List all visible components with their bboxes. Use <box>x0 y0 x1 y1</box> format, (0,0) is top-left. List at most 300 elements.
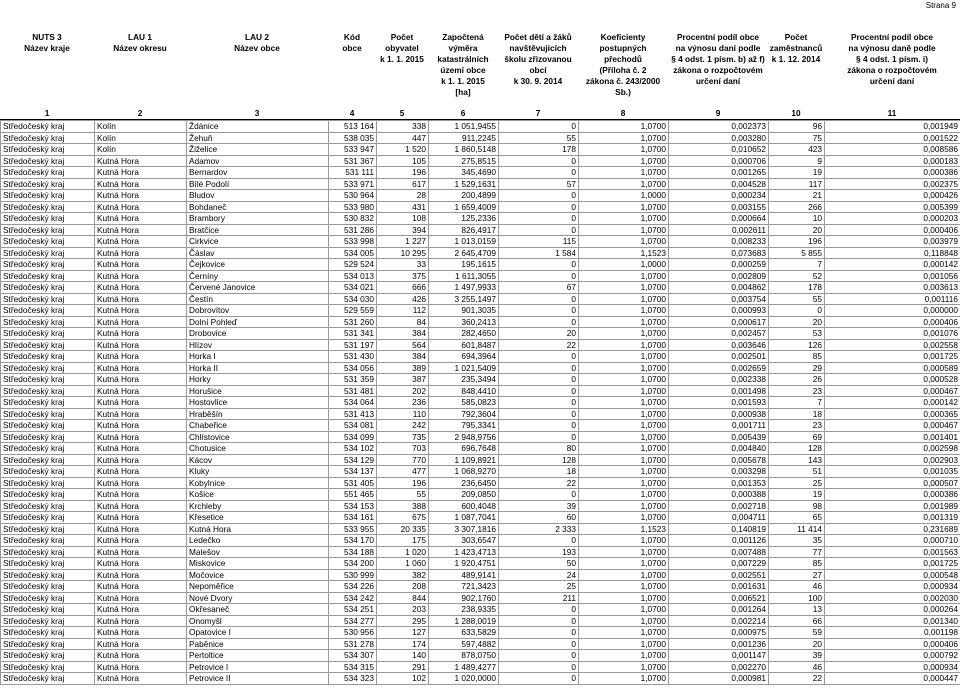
table-cell: Kolín <box>95 132 187 144</box>
table-cell: 0,002718 <box>669 500 769 512</box>
column-header-line: zákona o rozpočtovém <box>673 65 763 75</box>
table-cell: Středočeský kraj <box>1 293 95 305</box>
table-cell: 23 <box>769 420 825 432</box>
table-cell: 1 659,4009 <box>429 201 499 213</box>
table-cell: Kutná Hora <box>95 512 187 524</box>
table-cell: 1,0700 <box>579 627 669 639</box>
table-cell: 0,002501 <box>669 351 769 363</box>
column-header-4 <box>328 32 376 98</box>
table-cell: 0,005439 <box>669 431 769 443</box>
table-cell: 0 <box>499 305 579 317</box>
table-cell: 235,3494 <box>429 374 499 386</box>
table-cell: Středočeský kraj <box>1 167 95 179</box>
table-cell: Bohdaneč <box>187 201 329 213</box>
table-cell: 84 <box>377 316 429 328</box>
table-cell: 1,0700 <box>579 121 669 133</box>
table-cell: 0,005678 <box>669 454 769 466</box>
table-cell: 0,008233 <box>669 236 769 248</box>
table-cell: 1,0700 <box>579 581 669 593</box>
table-cell: Středočeský kraj <box>1 604 95 616</box>
table-cell: 175 <box>377 535 429 547</box>
column-header-3 <box>186 32 328 98</box>
table-cell: 0,002214 <box>669 615 769 627</box>
table-cell: 1,0700 <box>579 443 669 455</box>
table-cell: 1,0700 <box>579 661 669 673</box>
table-cell: 0,000993 <box>669 305 769 317</box>
table-cell: 57 <box>499 178 579 190</box>
table-cell: 601,8487 <box>429 339 499 351</box>
table-cell: 46 <box>769 661 825 673</box>
column-header-line: zákona o rozpočtovém <box>847 65 937 75</box>
table-cell: Středočeský kraj <box>1 270 95 282</box>
table-cell: 0,002598 <box>825 443 960 455</box>
table-cell: 597,4882 <box>429 638 499 650</box>
table-cell: 0,001035 <box>825 466 960 478</box>
table-cell: Středočeský kraj <box>1 282 95 294</box>
table-cell: Středočeský kraj <box>1 569 95 581</box>
table-cell: 1,1523 <box>579 247 669 259</box>
column-header-10 <box>768 32 824 98</box>
table-cell: 531 413 <box>329 408 377 420</box>
table-row <box>1 282 960 294</box>
table-cell: 533 947 <box>329 144 377 156</box>
table-cell: 0,231689 <box>825 523 960 535</box>
column-header-line: § 4 odst. 1 písm. i) <box>856 54 928 64</box>
table-row <box>1 650 960 662</box>
table-cell: 0,001116 <box>825 293 960 305</box>
table-cell: 696,7648 <box>429 443 499 455</box>
table-cell: Pertoltice <box>187 650 329 662</box>
table-cell: Kutná Hora <box>187 523 329 535</box>
table-cell: 1,0700 <box>579 201 669 213</box>
table-cell: 39 <box>499 500 579 512</box>
table-cell: 1,0700 <box>579 489 669 501</box>
table-row <box>1 661 960 673</box>
table-cell: 0,003754 <box>669 293 769 305</box>
column-header-line: školu zřizovanou <box>504 54 572 64</box>
table-cell: 0,002373 <box>669 121 769 133</box>
column-header-line: LAU 2 <box>245 32 269 42</box>
table-cell: 1,0700 <box>579 569 669 581</box>
table-cell: 1,0700 <box>579 673 669 685</box>
table-cell: Kluky <box>187 466 329 478</box>
column-header-line: k 1. 12. 2014 <box>771 54 821 64</box>
table-cell: 10 295 <box>377 247 429 259</box>
table-cell: 534 021 <box>329 282 377 294</box>
table-cell: Středočeský kraj <box>1 454 95 466</box>
column-header-line: postupných <box>599 43 647 53</box>
table-cell: Kutná Hora <box>95 339 187 351</box>
column-header-line: přechodů <box>604 54 642 64</box>
table-cell: Kutná Hora <box>95 558 187 570</box>
table-row <box>1 408 960 420</box>
table-cell: 1,0700 <box>579 270 669 282</box>
table-row <box>1 270 960 282</box>
table-cell: Středočeský kraj <box>1 201 95 213</box>
table-cell: 0 <box>499 155 579 167</box>
table-cell: 0,001593 <box>669 397 769 409</box>
table-cell: 564 <box>377 339 429 351</box>
table-cell: 0,000264 <box>825 604 960 616</box>
table-cell: Středočeský kraj <box>1 339 95 351</box>
table-row <box>1 466 960 478</box>
table-cell: 426 <box>377 293 429 305</box>
table-cell: 0,000406 <box>825 638 960 650</box>
table-row <box>1 431 960 443</box>
table-cell: Kutná Hora <box>95 454 187 466</box>
table-cell: 338 <box>377 121 429 133</box>
table-cell: Kutná Hora <box>95 604 187 616</box>
table-cell: 770 <box>377 454 429 466</box>
table-cell: 200,4899 <box>429 190 499 202</box>
table-cell: 23 <box>769 385 825 397</box>
table-cell: Dolní Pohleď <box>187 316 329 328</box>
column-header-line: Započtená výměra <box>442 32 484 53</box>
table-cell: Středočeský kraj <box>1 328 95 340</box>
table-cell: 0,001076 <box>825 328 960 340</box>
table-cell: 196 <box>377 167 429 179</box>
column-header-line: určení daní <box>869 76 915 86</box>
table-cell: 209,0850 <box>429 489 499 501</box>
table-cell: 275,8515 <box>429 155 499 167</box>
column-number: 7 <box>498 107 578 120</box>
table-cell: 1,0700 <box>579 178 669 190</box>
table-cell: 19 <box>769 167 825 179</box>
table-cell: 1 584 <box>499 247 579 259</box>
table-cell: 534 315 <box>329 661 377 673</box>
table-cell: Kutná Hora <box>95 224 187 236</box>
table-cell: Středočeský kraj <box>1 661 95 673</box>
table-cell: 0 <box>499 535 579 547</box>
table-cell: 531 341 <box>329 328 377 340</box>
table-cell: 0,001631 <box>669 581 769 593</box>
table-cell: Kutná Hora <box>95 477 187 489</box>
column-number: 2 <box>94 107 186 120</box>
table-cell: 24 <box>499 569 579 581</box>
table-cell: Kutná Hora <box>95 546 187 558</box>
table-cell: 534 056 <box>329 362 377 374</box>
table-cell: 196 <box>769 236 825 248</box>
table-cell: Kutná Hora <box>95 270 187 282</box>
table-cell: 22 <box>769 673 825 685</box>
table-cell: 22 <box>499 339 579 351</box>
table-cell: Kutná Hora <box>95 489 187 501</box>
table-cell: 178 <box>499 144 579 156</box>
table-row <box>1 362 960 374</box>
table-cell: Krchleby <box>187 500 329 512</box>
table-row <box>1 132 960 144</box>
table-cell: 384 <box>377 328 429 340</box>
table-cell: 0,002809 <box>669 270 769 282</box>
column-header-line: k 1. 1. 2015 <box>441 76 485 86</box>
table-cell: 0,000447 <box>825 673 960 685</box>
table-cell: Kutná Hora <box>95 190 187 202</box>
table-cell: 1 529,1631 <box>429 178 499 190</box>
table-cell: 1 020,0000 <box>429 673 499 685</box>
table-cell: 735 <box>377 431 429 443</box>
table-cell: Kutná Hora <box>95 259 187 271</box>
table-cell: Kobylnice <box>187 477 329 489</box>
table-cell: 0,000388 <box>669 489 769 501</box>
table-cell: 1 109,8921 <box>429 454 499 466</box>
table-row <box>1 443 960 455</box>
table-cell: 0,140819 <box>669 523 769 535</box>
table-cell: 0,001498 <box>669 385 769 397</box>
table-cell: Horka II <box>187 362 329 374</box>
table-row <box>1 385 960 397</box>
table-cell: 29 <box>769 362 825 374</box>
table-cell: Středočeský kraj <box>1 408 95 420</box>
table-cell: 0,000792 <box>825 650 960 662</box>
table-cell: 531 405 <box>329 477 377 489</box>
table-cell: 585,0823 <box>429 397 499 409</box>
table-cell: Kutná Hora <box>95 500 187 512</box>
table-cell: 1,0700 <box>579 535 669 547</box>
table-cell: 1,0700 <box>579 328 669 340</box>
table-cell: 26 <box>769 374 825 386</box>
table-cell: 530 956 <box>329 627 377 639</box>
table-cell: Středočeský kraj <box>1 627 95 639</box>
table-cell: 531 359 <box>329 374 377 386</box>
table-cell: 1,0700 <box>579 339 669 351</box>
table-cell: 694,3964 <box>429 351 499 363</box>
table-row <box>1 397 960 409</box>
table-cell: 617 <box>377 178 429 190</box>
table-cell: 0 <box>769 305 825 317</box>
table-cell: Středočeský kraj <box>1 420 95 432</box>
table-cell: Středočeský kraj <box>1 213 95 225</box>
table-row <box>1 201 960 213</box>
table-cell: 0,000234 <box>669 190 769 202</box>
table-cell: 0,000507 <box>825 477 960 489</box>
table-cell: 0,000365 <box>825 408 960 420</box>
table-cell: 60 <box>499 512 579 524</box>
table-cell: 96 <box>769 121 825 133</box>
table-cell: 0 <box>499 362 579 374</box>
column-header-line: na výnosu daní podle <box>675 43 761 53</box>
table-cell: 0,000710 <box>825 535 960 547</box>
column-header-line: určení daní <box>695 76 741 86</box>
table-cell: 0 <box>499 385 579 397</box>
column-number: 5 <box>376 107 428 120</box>
table-cell: 1,0700 <box>579 466 669 478</box>
table-cell: 0,001401 <box>825 431 960 443</box>
table-cell: 513 164 <box>329 121 377 133</box>
table-cell: 534 129 <box>329 454 377 466</box>
table-cell: Středočeský kraj <box>1 546 95 558</box>
table-cell: 0,000664 <box>669 213 769 225</box>
table-cell: 195,1615 <box>429 259 499 271</box>
column-header-line: Procentní podíl obce <box>850 32 934 42</box>
table-cell: 3 255,1497 <box>429 293 499 305</box>
table-row <box>1 604 960 616</box>
table-cell: 0,002338 <box>669 374 769 386</box>
table-cell: 534 200 <box>329 558 377 570</box>
table-cell: 1,0700 <box>579 155 669 167</box>
table-cell: 174 <box>377 638 429 650</box>
table-cell: 117 <box>769 178 825 190</box>
table-cell: Bludov <box>187 190 329 202</box>
page-number-label: Strana 9 <box>925 1 956 10</box>
table-cell: 9 <box>769 155 825 167</box>
column-header-line: Procentní podíl obce <box>676 32 760 42</box>
table-cell: 33 <box>377 259 429 271</box>
table-cell: Kutná Hora <box>95 673 187 685</box>
table-cell: 0 <box>499 650 579 662</box>
table-cell: 0,000975 <box>669 627 769 639</box>
table-cell: Kutná Hora <box>95 627 187 639</box>
table-row <box>1 351 960 363</box>
table-cell: 55 <box>769 293 825 305</box>
column-header-line: Název kraje <box>24 43 70 53</box>
table-cell: 0,002558 <box>825 339 960 351</box>
column-number: 11 <box>824 107 960 120</box>
table-cell: 0,007488 <box>669 546 769 558</box>
table-cell: 80 <box>499 443 579 455</box>
table-cell: 0,000142 <box>825 397 960 409</box>
table-cell: 0,000183 <box>825 155 960 167</box>
table-cell: Kutná Hora <box>95 431 187 443</box>
column-header-line: katastrálních <box>437 54 489 64</box>
table-cell: 11 414 <box>769 523 825 535</box>
table-cell: 360,2413 <box>429 316 499 328</box>
table-cell: 5 855 <box>769 247 825 259</box>
table-cell: 66 <box>769 615 825 627</box>
table-cell: Bernardov <box>187 167 329 179</box>
table-cell: Kutná Hora <box>95 362 187 374</box>
table-cell: 102 <box>377 673 429 685</box>
table-cell: 375 <box>377 270 429 282</box>
table-cell: 1 920,4751 <box>429 558 499 570</box>
table-cell: 0,073683 <box>669 247 769 259</box>
table-row <box>1 167 960 179</box>
table-cell: Čestín <box>187 293 329 305</box>
table-cell: 0,001147 <box>669 650 769 662</box>
table-cell: 534 081 <box>329 420 377 432</box>
table-cell: 2 948,9756 <box>429 431 499 443</box>
table-cell: Středočeský kraj <box>1 615 95 627</box>
table-cell: 0,000426 <box>825 190 960 202</box>
table-cell: 0,000259 <box>669 259 769 271</box>
table-cell: Onomyšl <box>187 615 329 627</box>
table-cell: 0 <box>499 420 579 432</box>
table-cell: 69 <box>769 431 825 443</box>
table-cell: 0,000467 <box>825 385 960 397</box>
table-cell: 98 <box>769 500 825 512</box>
table-cell: 0,000528 <box>825 374 960 386</box>
table-cell: Kolín <box>95 144 187 156</box>
table-cell: Středočeský kraj <box>1 650 95 662</box>
column-header-line: [ha] <box>455 87 471 97</box>
table-cell: 100 <box>769 592 825 604</box>
table-cell: 0,004840 <box>669 443 769 455</box>
table-row <box>1 374 960 386</box>
table-row <box>1 316 960 328</box>
table-cell: 20 <box>769 224 825 236</box>
table-cell: 901,3035 <box>429 305 499 317</box>
table-cell: Hlízov <box>187 339 329 351</box>
table-cell: 20 335 <box>377 523 429 535</box>
column-number: 10 <box>768 107 824 120</box>
table-cell: 0,000934 <box>825 581 960 593</box>
table-cell: 0,003280 <box>669 132 769 144</box>
table-row <box>1 236 960 248</box>
column-header-line: navštěvujících <box>509 43 567 53</box>
table-cell: Kutná Hora <box>95 385 187 397</box>
table-cell: 46 <box>769 581 825 593</box>
table-cell: 530 999 <box>329 569 377 581</box>
table-cell: Bílé Podolí <box>187 178 329 190</box>
table-row <box>1 638 960 650</box>
table-cell: 633,5829 <box>429 627 499 639</box>
table-cell: Chotusice <box>187 443 329 455</box>
table-cell: 0,002611 <box>669 224 769 236</box>
table-cell: 10 <box>769 213 825 225</box>
table-row <box>1 673 960 685</box>
table-cell: Kutná Hora <box>95 316 187 328</box>
table-cell: 530 832 <box>329 213 377 225</box>
table-cell: Dobrovítov <box>187 305 329 317</box>
table-cell: 666 <box>377 282 429 294</box>
table-cell: 0,001949 <box>825 121 960 133</box>
table-cell: 0 <box>499 213 579 225</box>
table-cell: 0,000000 <box>825 305 960 317</box>
column-header-line: Kód <box>343 32 361 42</box>
table-cell: 0,008586 <box>825 144 960 156</box>
table-cell: 0,001725 <box>825 558 960 570</box>
table-cell: 125,2336 <box>429 213 499 225</box>
table-cell: Středočeský kraj <box>1 431 95 443</box>
table-cell: 529 559 <box>329 305 377 317</box>
table-cell: Petrovice I <box>187 661 329 673</box>
table-cell: 0,001236 <box>669 638 769 650</box>
table-cell: 534 013 <box>329 270 377 282</box>
table-cell: 282,4650 <box>429 328 499 340</box>
table-row <box>1 420 960 432</box>
table-cell: 0,005399 <box>825 201 960 213</box>
table-cell: 0,118848 <box>825 247 960 259</box>
table-cell: 533 980 <box>329 201 377 213</box>
table-cell: 0,000406 <box>825 224 960 236</box>
table-cell: Středočeský kraj <box>1 362 95 374</box>
table-cell: 1,0700 <box>579 558 669 570</box>
table-cell: 0 <box>499 316 579 328</box>
table-cell: 0,000142 <box>825 259 960 271</box>
table-cell: 0 <box>499 351 579 363</box>
table-cell: 902,1760 <box>429 592 499 604</box>
table-cell: Kutná Hora <box>95 328 187 340</box>
table-row <box>1 293 960 305</box>
table-cell: 0 <box>499 293 579 305</box>
table-cell: Malešov <box>187 546 329 558</box>
table-cell: Drobovice <box>187 328 329 340</box>
table-cell: 55 <box>499 132 579 144</box>
table-cell: 128 <box>769 443 825 455</box>
table-cell: 531 197 <box>329 339 377 351</box>
table-cell: 531 260 <box>329 316 377 328</box>
column-header-7 <box>498 32 578 98</box>
table-cell: Středočeský kraj <box>1 132 95 144</box>
table-cell: 0,000617 <box>669 316 769 328</box>
table-cell: 1 423,4713 <box>429 546 499 558</box>
table-cell: 0 <box>499 615 579 627</box>
table-cell: 50 <box>499 558 579 570</box>
table-row <box>1 213 960 225</box>
table-cell: 208 <box>377 581 429 593</box>
table-cell: Středočeský kraj <box>1 443 95 455</box>
table-cell: 25 <box>499 581 579 593</box>
table-cell: Kutná Hora <box>95 592 187 604</box>
